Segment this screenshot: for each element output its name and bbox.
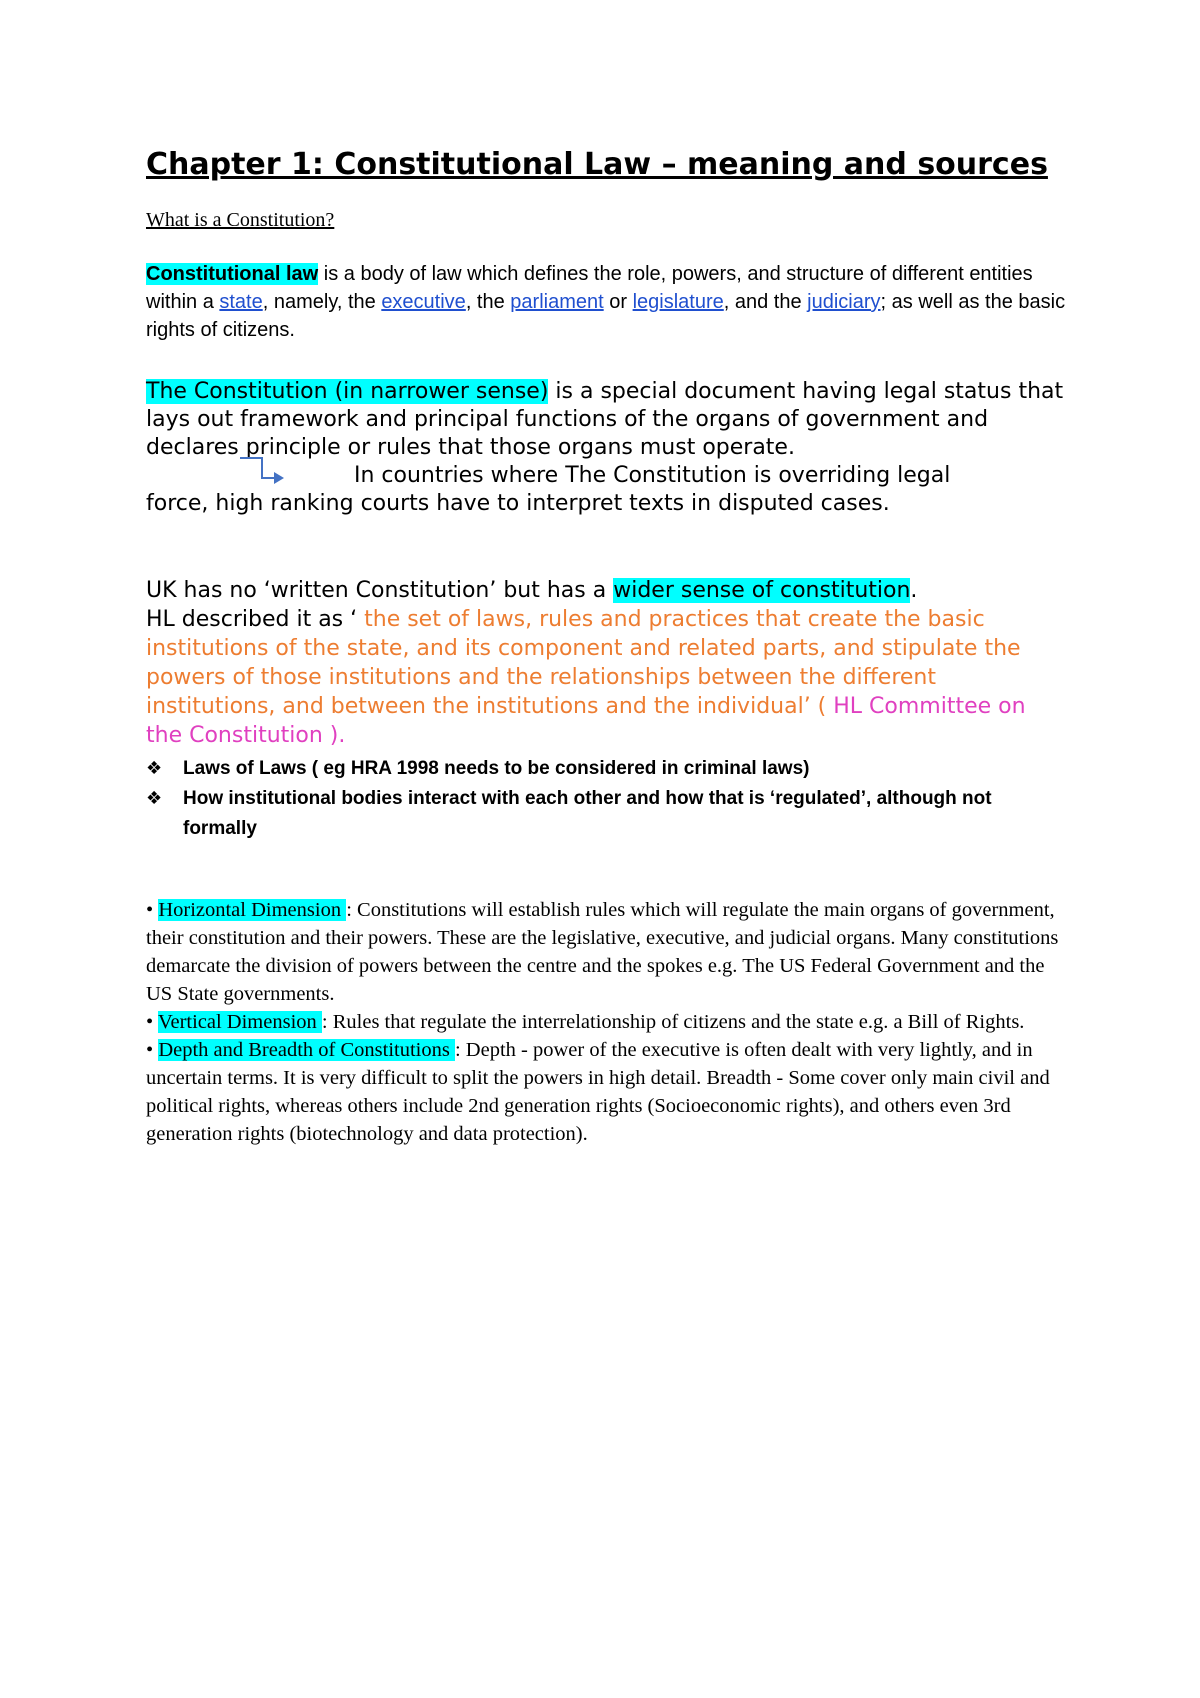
highlighted-term: Horizontal Dimension bbox=[158, 899, 347, 921]
overriding-force-line: In countries where The Constitution is overriding legal bbox=[146, 462, 1066, 490]
diamond-bullet-icon: ❖ bbox=[146, 758, 163, 779]
horizontal-dimension-paragraph: • Horizontal Dimension : Constitutions will establish rules which will regulate the main organs of government, their constitution and their powers. These are the legislative, executive, and judicial organs. Many constitutions demarcate the division of powers between the centre and the spokes e.g. The US Federal Government and the US State governments. bbox=[146, 899, 1059, 1005]
hl-definition-paragraph: HL described it as ‘ the set of laws, rules and practices that create the basic institutions of the state, and its component and related parts, and stipulate the powers of those institutions and the relationships between the different institutions, and between the institutions and the individual’ ( HL Committee on the Constitution ). bbox=[146, 607, 1026, 748]
list-item: ❖ How institutional bodies interact with each other and how that is ‘regulated’, although not formally bbox=[146, 784, 1066, 844]
highlighted-term: wider sense of constitution bbox=[613, 578, 911, 603]
highlighted-term: Constitutional law bbox=[146, 263, 319, 285]
list-item: ❖ Laws of Laws ( eg HRA 1998 needs to be considered in criminal laws) bbox=[146, 754, 1066, 784]
chapter-title: Chapter 1: Constitutional Law – meaning and sources bbox=[146, 147, 1048, 182]
diamond-bullet-icon: ❖ bbox=[146, 788, 163, 809]
link-judiciary[interactable]: judiciary bbox=[807, 291, 881, 313]
link-executive[interactable]: executive bbox=[381, 291, 466, 313]
depth-breadth-paragraph: • Depth and Breadth of Constitutions : Depth - power of the executive is often dealt with very lightly, and in uncertain terms. It is very difficult to split the powers in high detail. Breadth - Some cover only main civil and political rights, whereas others include 2nd generation rights (Socioeconomic rights), and others even 3rd generation rights (biotechnology and data protection). bbox=[146, 1039, 1050, 1145]
narrow-constitution-block bbox=[146, 378, 1066, 518]
hl-source: HL Committee on the Constitution ). bbox=[146, 694, 1026, 748]
dimensions-block bbox=[146, 896, 1066, 1148]
uk-constitution-paragraph: UK has no ‘written Constitution’ but has a wider sense of constitution. bbox=[146, 578, 918, 603]
highlighted-term: The Constitution (in narrower sense) bbox=[146, 379, 549, 404]
bullet-list bbox=[146, 754, 1066, 844]
link-legislature[interactable]: legislature bbox=[632, 291, 724, 313]
link-parliament[interactable]: parliament bbox=[510, 291, 604, 313]
courts-interpret-line: force, high ranking courts have to interpret texts in disputed cases. bbox=[146, 491, 890, 516]
section-subheading: What is a Constitution? bbox=[146, 209, 335, 231]
document-body bbox=[146, 146, 1066, 1148]
link-state[interactable]: state bbox=[219, 291, 263, 313]
highlighted-term: Depth and Breadth of Constitutions bbox=[158, 1039, 455, 1061]
constitutional-law-paragraph: Constitutional law is a body of law which defines the role, powers, and structure of different entities within a state, namely, the executive, the parliament or legislature, and the judiciary; as well as the basic rights of citizens. bbox=[146, 263, 1066, 341]
highlighted-term: Vertical Dimension bbox=[157, 1011, 322, 1033]
uk-constitution-block bbox=[146, 576, 1066, 844]
hl-quote: the set of laws, rules and practices that create the basic institutions of the state, and its component and related parts, and stipulate the powers of those institutions and the relationships between the different institutions, and between the institutions and the individual’ ( bbox=[146, 607, 1021, 719]
vertical-dimension-paragraph: • Vertical Dimension : Rules that regulate the interrelationship of citizens and the state e.g. a Bill of Rights. bbox=[146, 1011, 1025, 1033]
bent-arrow-icon bbox=[238, 456, 286, 492]
narrow-constitution-paragraph: The Constitution (in narrower sense) is a special document having legal status that lays out framework and principal functions of the organs of government and declares principle or rules that those organs must operate. bbox=[146, 379, 1064, 460]
